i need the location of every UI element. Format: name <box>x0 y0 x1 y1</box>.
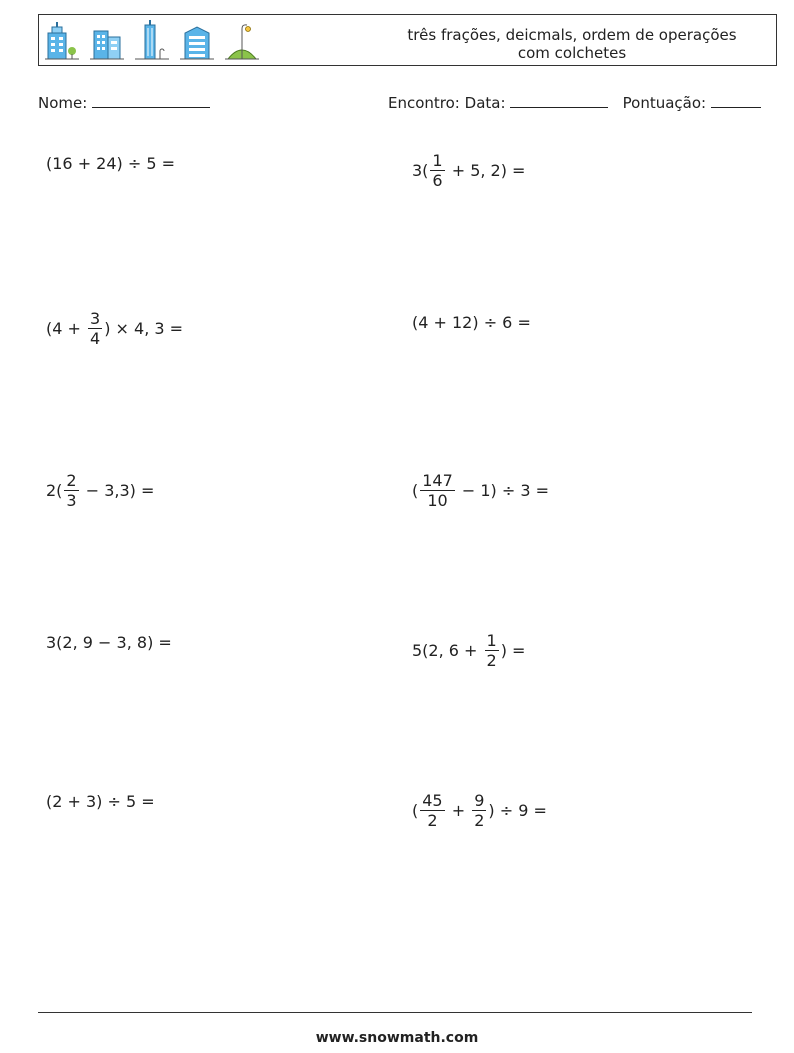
fraction <box>472 791 486 830</box>
denominator: 2 <box>486 650 497 670</box>
problem-5 <box>46 460 154 520</box>
denominator: 4 <box>90 328 101 348</box>
numerator: 1 <box>432 150 443 170</box>
denominator: 2 <box>427 810 438 830</box>
name-label: Nome: <box>38 94 88 112</box>
problem-1 <box>46 133 175 193</box>
score-label: Pontuação: <box>622 94 707 112</box>
glass-building-icon <box>180 19 214 63</box>
date-blank[interactable] <box>510 93 608 108</box>
title-line-1: três frações, deicmals, ordem de operações <box>407 26 737 44</box>
problem-9 <box>46 771 155 831</box>
problem-text: (2 + 3) ÷ 5 = <box>46 791 155 811</box>
footer-url[interactable]: www.snowmath.com <box>315 1030 479 1046</box>
problem-8 <box>412 620 525 680</box>
problem-prefix: 3( <box>412 160 429 180</box>
fraction <box>420 791 444 830</box>
worksheet-title <box>382 26 762 62</box>
park-lamp-icon <box>225 19 259 63</box>
problem-6 <box>412 460 549 520</box>
denominator: 10 <box>427 490 448 510</box>
problem-prefix: 5(2, 6 + <box>412 640 483 660</box>
fraction <box>64 471 78 510</box>
denominator: 6 <box>432 170 443 190</box>
problem-suffix: − 1) ÷ 3 = <box>456 480 550 500</box>
problem-text: (16 + 24) ÷ 5 = <box>46 153 176 173</box>
fraction <box>430 151 444 190</box>
numerator: 9 <box>474 790 485 810</box>
fraction <box>420 471 455 510</box>
worksheet-header <box>38 14 777 66</box>
problem-prefix: ( <box>412 480 419 500</box>
problem-2 <box>412 140 525 200</box>
problem-3 <box>46 298 183 358</box>
meeting-date-score-fields <box>388 93 761 112</box>
header-icons <box>45 19 259 63</box>
fraction <box>485 631 499 670</box>
problem-suffix: ) ÷ 9 = <box>488 800 547 820</box>
fraction <box>88 309 102 348</box>
problem-10 <box>412 780 547 840</box>
numerator: 147 <box>422 470 453 490</box>
problem-7 <box>46 612 172 672</box>
problem-prefix: 2( <box>46 480 63 500</box>
name-blank[interactable] <box>92 93 210 108</box>
denominator: 3 <box>66 490 77 510</box>
score-blank[interactable] <box>711 93 761 108</box>
footer-divider <box>38 1012 752 1013</box>
problem-prefix: ( <box>412 800 419 820</box>
numerator: 3 <box>90 308 101 328</box>
numerator: 1 <box>486 630 497 650</box>
problem-suffix: ) × 4, 3 = <box>104 318 184 338</box>
numerator: 45 <box>422 790 443 810</box>
skyscraper-icon <box>135 19 169 63</box>
meeting-label: Encontro: <box>388 94 460 112</box>
problem-4 <box>412 292 531 352</box>
problem-suffix: + 5, 2) = <box>446 160 526 180</box>
problem-suffix: − 3,3) = <box>80 480 155 500</box>
date-label: Data: <box>464 94 506 112</box>
problem-text: 3(2, 9 − 3, 8) = <box>46 632 172 652</box>
apartment-building-icon <box>90 19 124 63</box>
name-field <box>38 93 210 112</box>
problem-suffix: ) = <box>500 640 526 660</box>
problem-text: (4 + 12) ÷ 6 = <box>412 312 531 332</box>
problem-prefix: (4 + <box>46 318 86 338</box>
office-building-icon <box>45 19 79 63</box>
title-line-2: com colchetes <box>517 44 627 62</box>
denominator: 2 <box>474 810 485 830</box>
problem-middle: + <box>446 800 471 820</box>
numerator: 2 <box>66 470 77 490</box>
